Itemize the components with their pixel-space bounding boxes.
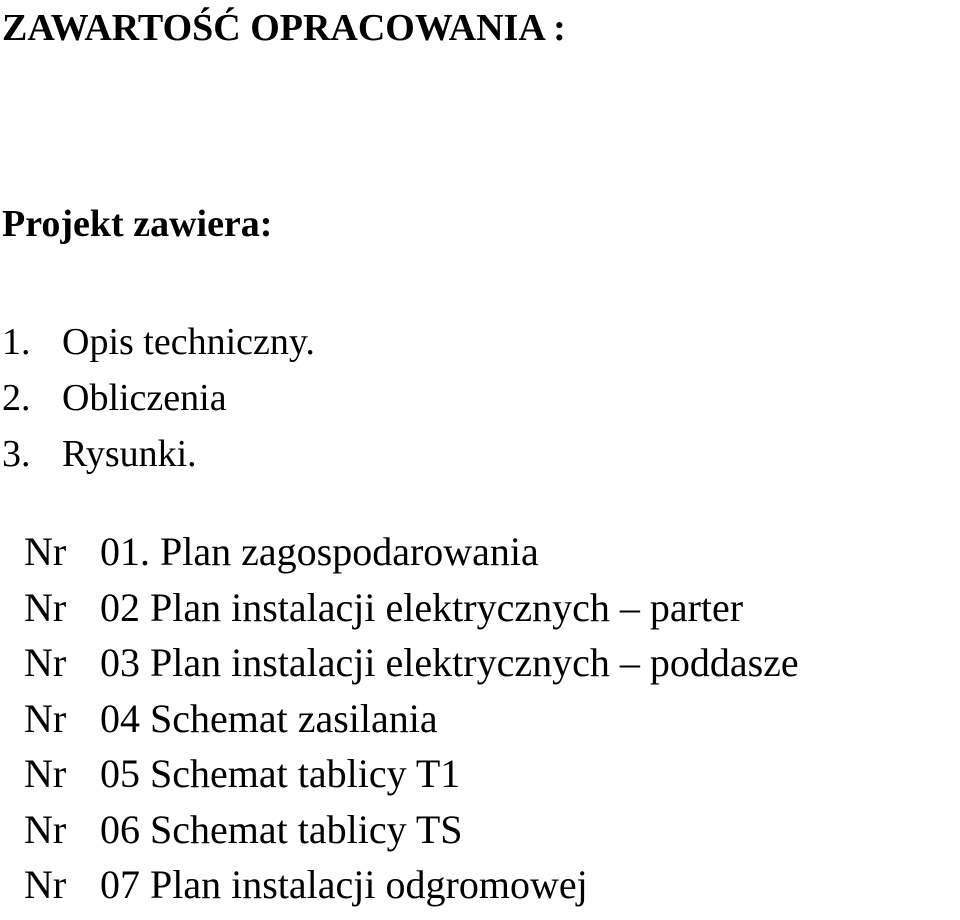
list-item-text: Rysunki.: [62, 433, 197, 475]
drawing-nr-label: Nr: [24, 584, 67, 630]
drawing-title: 04 Schemat zasilania: [100, 695, 438, 741]
list-item-text: Obliczenia: [62, 377, 227, 419]
drawing-title: 06 Schemat tablicy TS: [100, 806, 463, 852]
drawing-nr-label: Nr: [24, 751, 67, 796]
drawing-item: [24, 857, 799, 913]
drawing-item: [24, 802, 799, 858]
list-item: [2, 426, 315, 482]
list-item-number: 3.: [2, 433, 31, 475]
list-item-text: Opis techniczny.: [62, 321, 315, 363]
drawing-title: 05 Schemat tablicy T1: [100, 751, 461, 796]
drawing-item: [24, 524, 799, 580]
drawing-title: 03 Plan instalacji elektrycznych – poddasze: [100, 640, 799, 685]
list-item-number: 2.: [2, 377, 31, 419]
drawing-item: [24, 580, 799, 636]
drawing-title: 07 Plan instalacji odgromowej: [100, 862, 588, 907]
drawing-nr-label: Nr: [24, 640, 67, 685]
list-item: [2, 370, 315, 426]
contents-list: [2, 314, 315, 482]
section-heading: Projekt zawiera:: [2, 203, 273, 245]
drawing-title: 02 Plan instalacji elektrycznych – parter: [100, 584, 744, 630]
drawing-nr-label: Nr: [24, 806, 67, 852]
drawing-nr-label: Nr: [24, 862, 67, 907]
drawing-nr-label: Nr: [24, 529, 67, 574]
list-item-number: 1.: [2, 321, 31, 363]
drawings-list: [24, 524, 799, 913]
drawing-nr-label: Nr: [24, 695, 67, 741]
page-title: ZAWARTOŚĆ OPRACOWANIA :: [2, 7, 566, 49]
drawing-item: [24, 746, 799, 802]
drawing-item: [24, 691, 799, 747]
drawing-item: [24, 635, 799, 691]
list-item: [2, 314, 315, 370]
drawing-title: 01. Plan zagospodarowania: [100, 529, 539, 574]
